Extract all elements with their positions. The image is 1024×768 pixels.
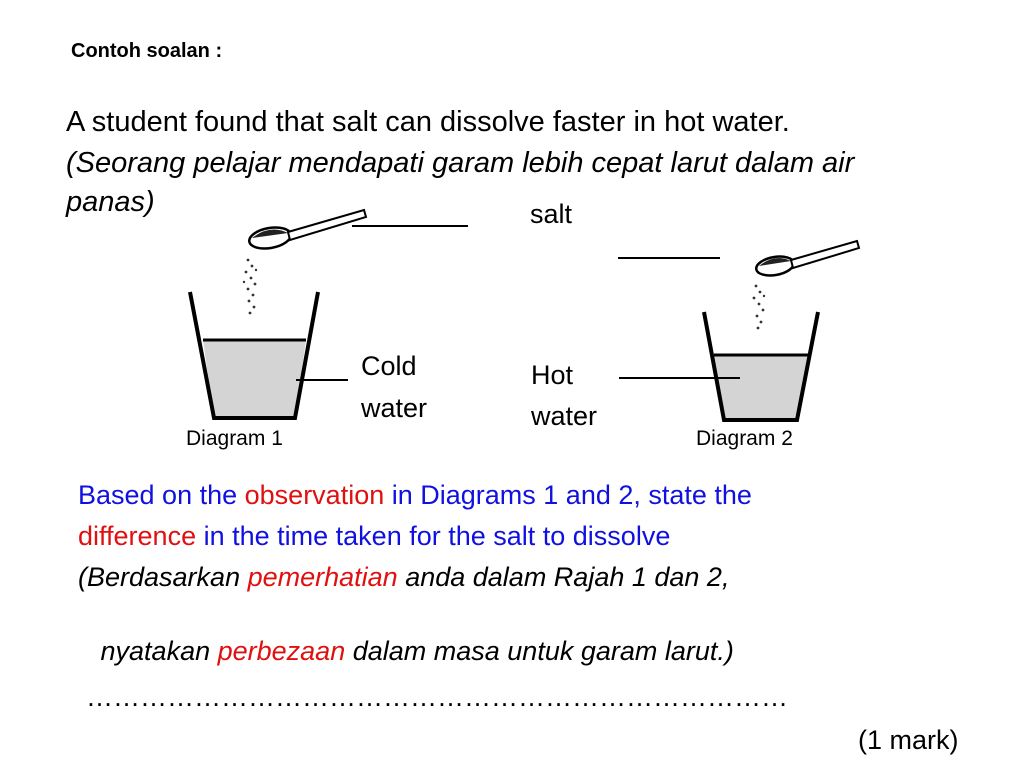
- keyword-pemerhatian: pemerhatian: [247, 562, 398, 592]
- question-ms-line1: [78, 560, 729, 594]
- diagram1-caption: Diagram 1: [186, 427, 283, 450]
- diagram2-spoon: [755, 241, 859, 278]
- diagram2-caption: Diagram 2: [696, 427, 793, 450]
- keyword-perbezaan: perbezaan: [217, 636, 346, 666]
- statement-ms-line1: (Seorang pelajar mendapati garam lebih cepat larut dalam air: [66, 147, 855, 179]
- statement-en: A student found that salt can dissolve faster in hot water.: [66, 106, 790, 138]
- question-ms-line2-part1: nyatakan: [93, 636, 218, 666]
- question-en-line1-part1: Based on the: [78, 480, 245, 510]
- marks-label: (1 mark): [858, 725, 959, 755]
- keyword-observation: observation: [244, 480, 385, 510]
- keyword-difference: difference: [78, 521, 197, 551]
- question-en-line1-part2: in Diagrams 1 and 2, state the: [384, 480, 752, 510]
- question-en-line1: [78, 478, 752, 512]
- diagram1-salt-grains: [243, 259, 257, 315]
- hot-water-label-line1: Hot: [531, 360, 574, 390]
- diagram1-beaker: [190, 292, 318, 418]
- salt-label: salt: [530, 199, 573, 229]
- diagram2-salt-grains: [753, 285, 766, 330]
- diagram2-beaker: [704, 312, 818, 420]
- question-ms-line1-part1: (Berdasarkan: [78, 562, 248, 592]
- question-ms-line2-part2: dalam masa untuk garam larut.): [345, 636, 734, 666]
- diagram1-spoon: [248, 210, 366, 251]
- heading: Contoh soalan :: [71, 40, 223, 62]
- cold-water-label-line1: Cold: [361, 351, 417, 381]
- cold-water-label-line2: water: [361, 393, 428, 423]
- question-ms-line1-part2: anda dalam Rajah 1 dan 2,: [397, 562, 730, 592]
- question-en-line2: [78, 519, 670, 553]
- question-en-line2-part1: in the time taken for the salt to dissolve: [196, 521, 671, 551]
- hot-water-label-line2: water: [531, 401, 598, 431]
- statement-ms-line2: panas): [66, 186, 155, 218]
- answer-line: ……………………………………………………………………: [86, 682, 788, 712]
- question-ms-line2: [78, 600, 734, 668]
